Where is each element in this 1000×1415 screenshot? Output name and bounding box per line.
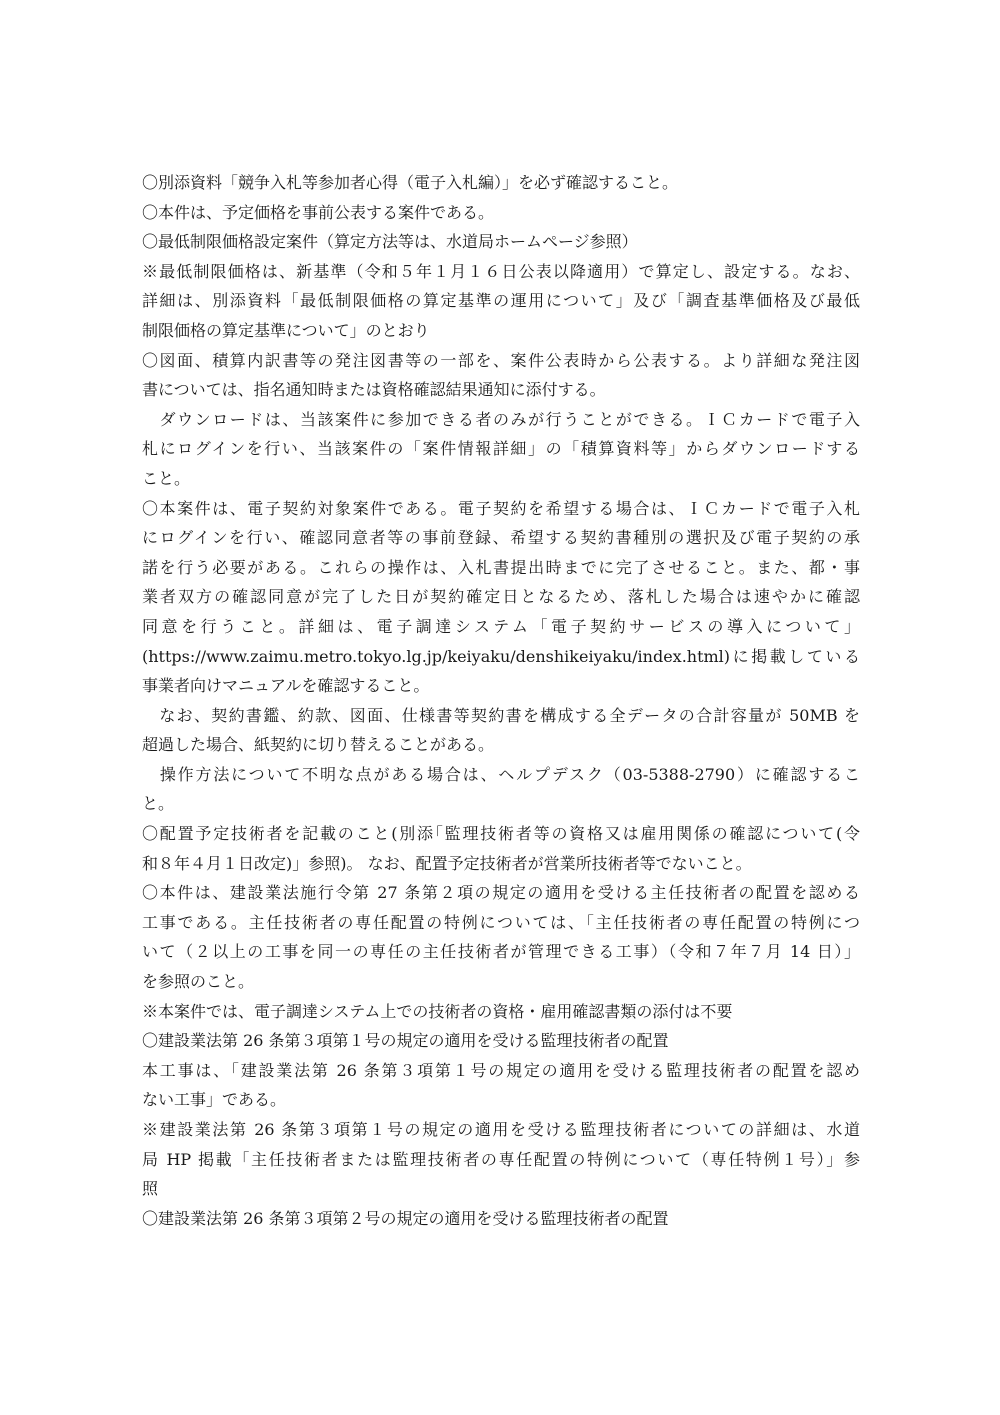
text-line: なお、契約書鑑、約款、図面、仕様書等契約書を構成する全データの合計容量が 50MB を	[142, 705, 860, 725]
text-line: 札にログインを行い、当該案件の「案件情報詳細」の「積算資料等」からダウンロードする	[142, 439, 860, 459]
text-line: 〇本案件は、電子契約対象案件である。電子契約を希望する場合は、ＩＣカードで電子入札	[142, 498, 860, 518]
text-line: こと。	[142, 468, 191, 488]
text-line: 〇本件は、予定価格を事前公表する案件である。	[142, 202, 495, 222]
text-line: (https://www.zaimu.metro.tokyo.lg.jp/keiyaku/denshikeiyaku/index.html)に掲載している	[142, 646, 860, 666]
text-line: ※本案件では、電子調達システム上での技術者の資格・雇用確認書類の添付は不要	[142, 1001, 733, 1021]
text-line: 局 HP 掲載「主任技術者または監理技術者の専任配置の特例について（専任特例１号）」参	[142, 1149, 860, 1169]
text-line: を参照のこと。	[142, 972, 255, 992]
text-line: 諾を行う必要がある。これらの操作は、入札書提出時までに完了させること。また、都・事	[142, 557, 860, 577]
text-line: ※建設業法第 26 条第３項第１号の規定の適用を受ける監理技術者についての詳細は、水道	[142, 1120, 860, 1139]
text-line: 〇建設業法第 26 条第３項第１号の規定の適用を受ける監理技術者の配置	[142, 1031, 669, 1051]
text-line: 〇図面、積算内訳書等の発注図書等の一部を、案件公表時から公表する。より詳細な発注図	[142, 350, 860, 370]
document-body	[142, 168, 860, 1233]
text-line: にログインを行い、確認同意者等の事前登録、希望する契約書種別の選択及び電子契約の承	[142, 528, 860, 548]
text-line: 照	[142, 1179, 159, 1199]
text-line: 〇建設業法第 26 条第３項第２号の規定の適用を受ける監理技術者の配置	[142, 1208, 669, 1228]
text-line: 〇本件は、建設業法施行令第 27 条第２項の規定の適用を受ける主任技術者の配置を認める	[142, 883, 860, 903]
text-line: 業者双方の確認同意が完了した日が契約確定日となるため、落札した場合は速やかに確認	[142, 587, 860, 607]
text-line: 工事である。主任技術者の専任配置の特例については、「主任技術者の専任配置の特例につ	[142, 912, 860, 932]
text-line: ない工事」である。	[142, 1090, 287, 1110]
text-line: 事業者向けマニュアルを確認すること。	[142, 676, 430, 696]
text-line: 操作方法について不明な点がある場合は、ヘルプデスク（03-5388-2790）に確認するこ	[142, 764, 860, 784]
text-line: 同意を行うこと。詳細は、電子調達システム「電子契約サービスの導入について」	[142, 616, 860, 636]
text-line: と。	[142, 794, 175, 814]
text-line: 本工事は、「建設業法第 26 条第３項第１号の規定の適用を受ける監理技術者の配置を認め	[142, 1060, 860, 1080]
text-line: 〇別添資料「競争入札等参加者心得（電子入札編）」を必ず確認すること。	[142, 173, 679, 192]
text-line: 〇配置予定技術者を記載のこと(別添｢監理技術者等の資格又は雇用関係の確認について(令	[142, 824, 860, 844]
text-line: 和８年４月１日改定)」参照)。 なお、配置予定技術者が営業所技術者等でないこと。	[142, 853, 752, 873]
text-line: 書については、指名通知時または資格確認結果通知に添付する。	[142, 380, 606, 400]
text-line: 制限価格の算定基準について」のとおり	[142, 320, 430, 340]
text-line: 超過した場合、紙契約に切り替えることがある。	[142, 735, 495, 755]
text-line: 詳細は、別添資料「最低制限価格の算定基準の運用について」及び「調査基準価格及び最低	[142, 291, 860, 311]
text-line: 〇最低制限価格設定案件（算定方法等は、水道局ホームページ参照）	[142, 232, 638, 252]
text-line: いて（２以上の工事を同一の専任の主任技術者が管理できる工事）（令和７年７月 14 日）」	[142, 942, 860, 962]
text-line: ※最低制限価格は、新基準（令和５年１月１６日公表以降適用）で算定し、設定する。なお、	[142, 261, 860, 281]
text-line: ダウンロードは、当該案件に参加できる者のみが行うことができる。ＩＣカードで電子入	[142, 409, 860, 429]
